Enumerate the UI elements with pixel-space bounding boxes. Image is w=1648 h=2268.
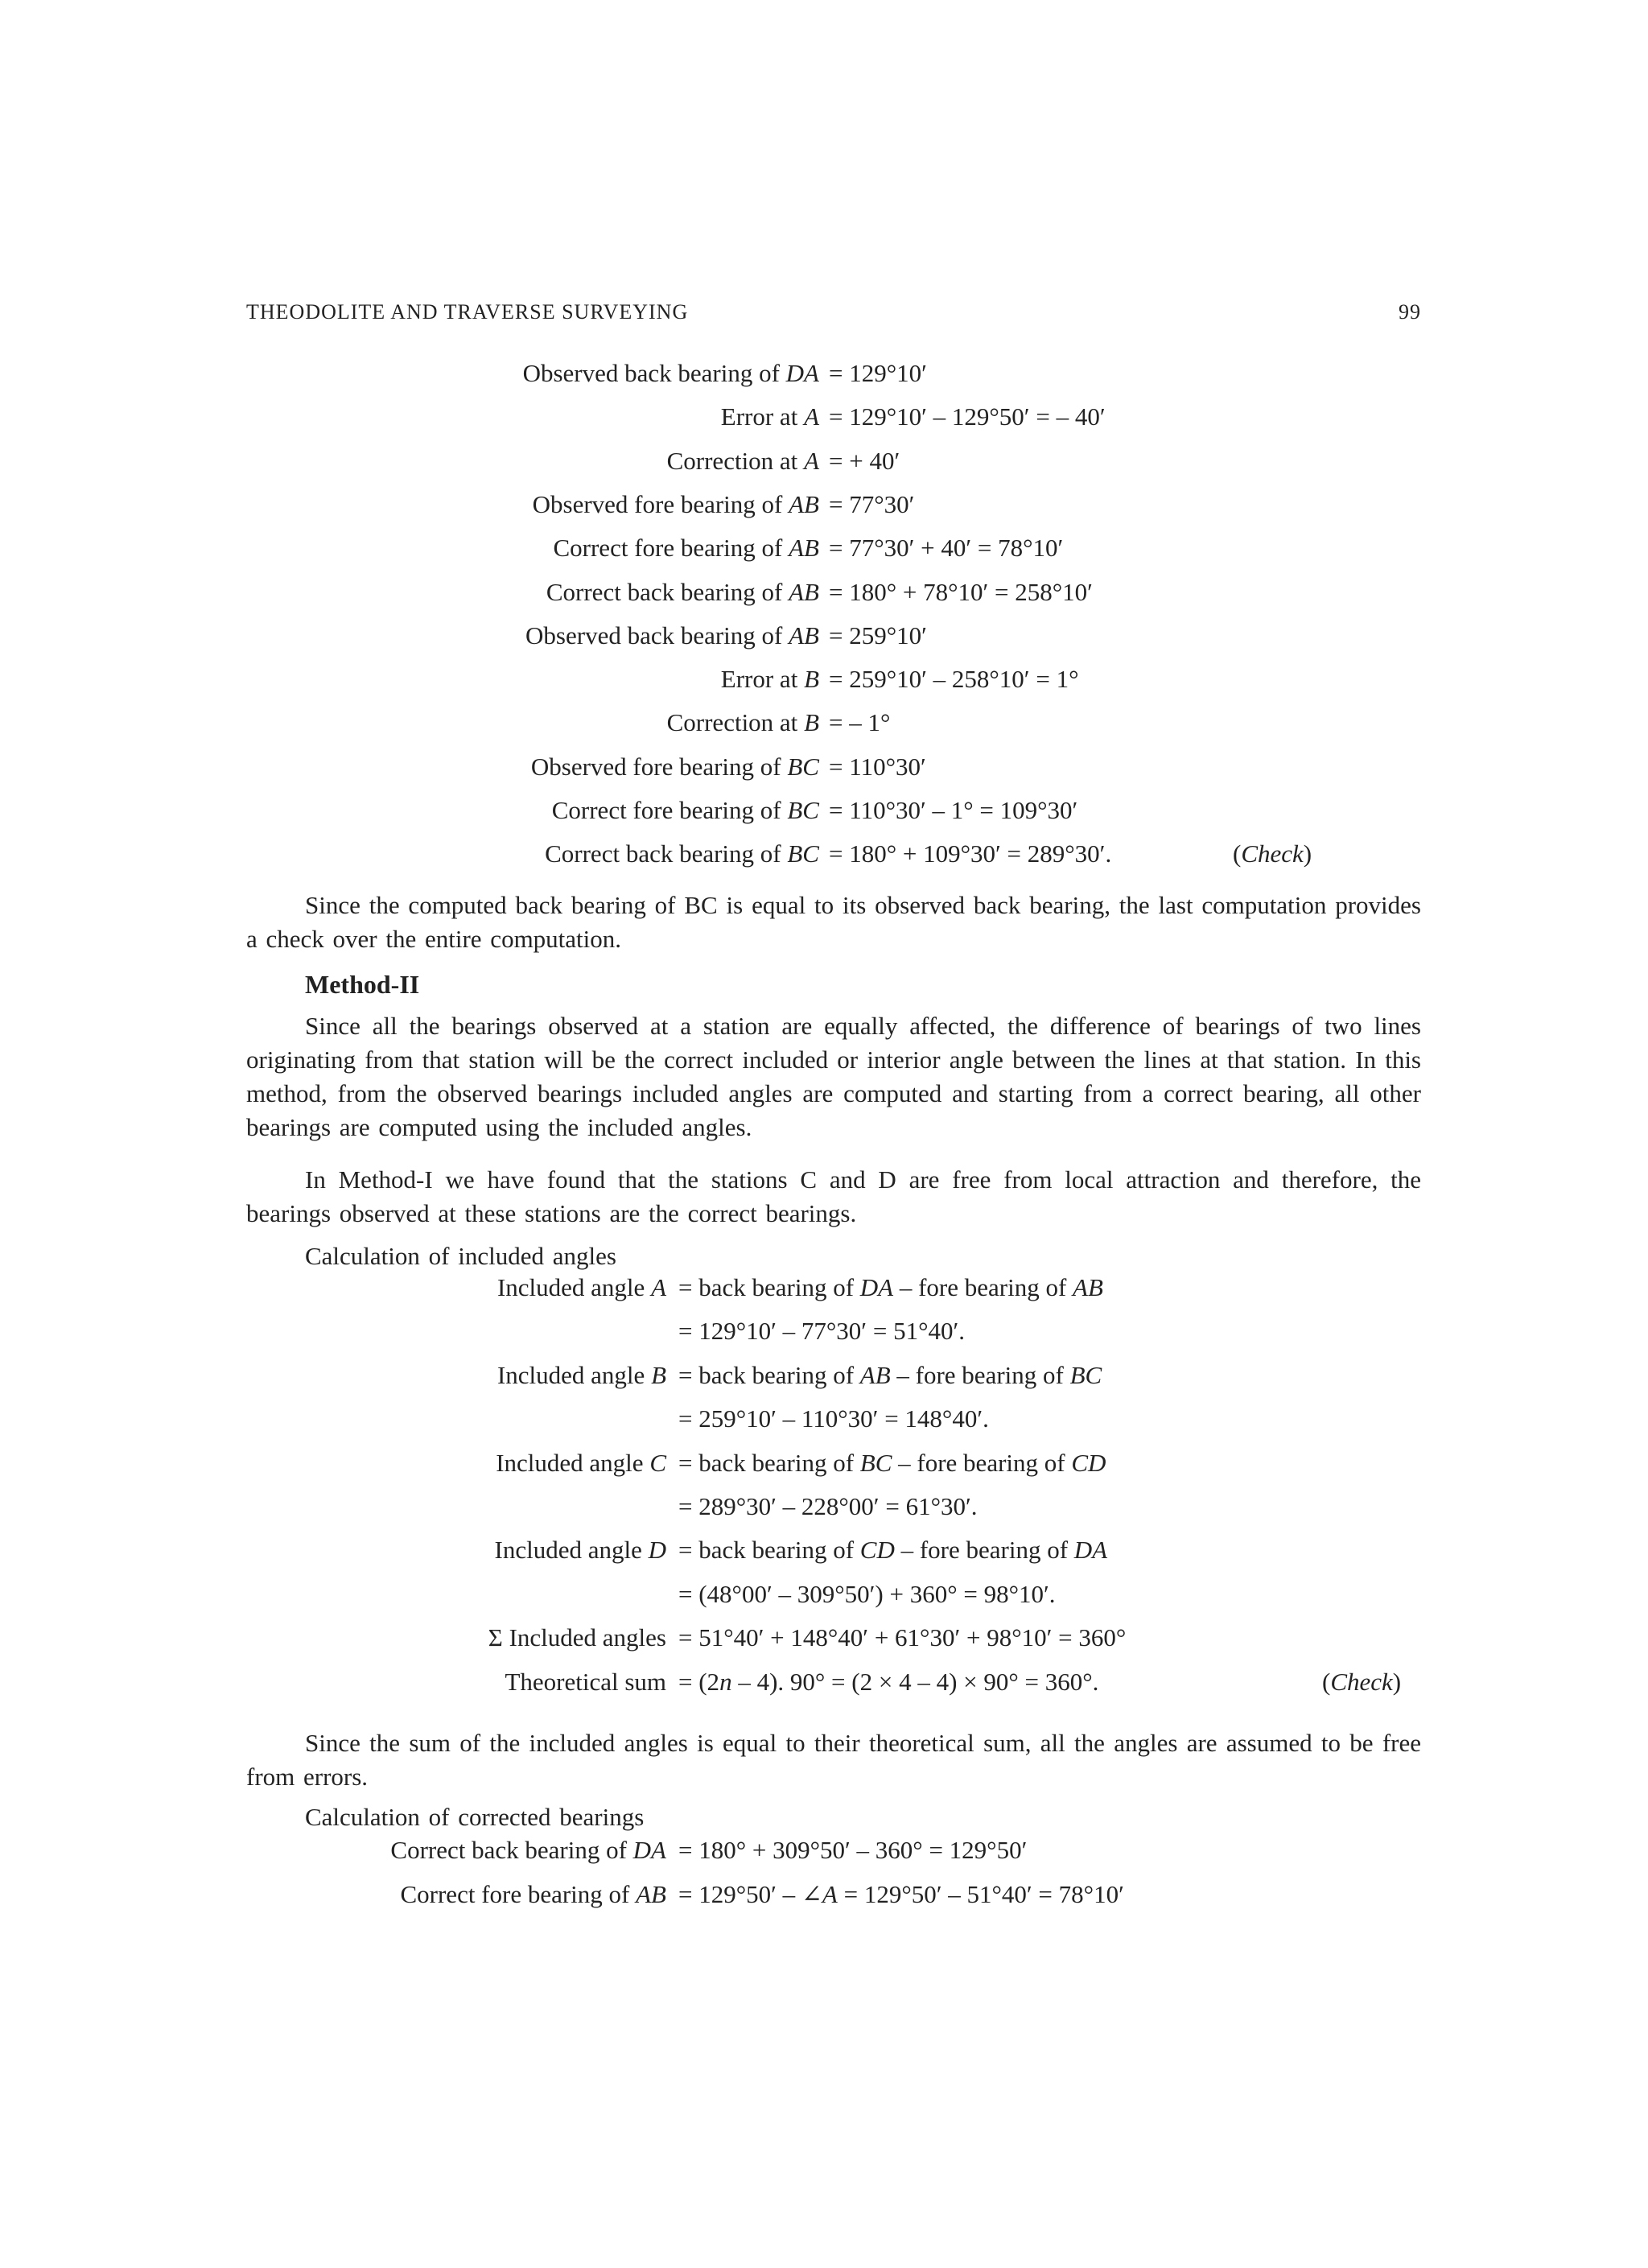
equation-rhs: = back bearing of DA – fore bearing of AB (678, 1273, 1103, 1301)
equation-symbol: C (649, 1448, 666, 1477)
check-note: (Check) (1322, 1667, 1402, 1696)
method1-row (0, 448, 1648, 484)
page-number: 99 (1399, 300, 1421, 324)
equation-label: Included angle A (496, 1273, 666, 1301)
included-row (0, 1275, 1648, 1310)
included-angles-heading: Calculation of included angles (305, 1242, 616, 1270)
equation-label: Included angle D (494, 1536, 666, 1565)
equation-label: Included angle B (496, 1360, 666, 1389)
equation-rhs: = (2n – 4). 90° = (2 × 4 – 4) × 90° = 360°. (678, 1667, 1099, 1696)
equation-symbol: B (651, 1360, 666, 1389)
equation-rhs: = 129°10′ – 77°30′ = 51°40′. (678, 1317, 966, 1346)
paragraph-theoretical-sum-text: Since the sum of the included angles is equal to their theoretical sum, all the angles are assumed to be free from errors. (246, 1729, 1421, 1791)
equation-rhs: = 51°40′ + 148°40′ + 61°30′ + 98°10′ = 360° (678, 1623, 1127, 1652)
equation-rhs: = 180° + 109°30′ = 289°30′. (829, 839, 1112, 868)
equation-rhs: = 259°10′ – 258°10′ = 1° (829, 665, 1079, 694)
equation-label: Observed fore bearing of AB (532, 489, 819, 518)
paragraph-method2-intro-text: Since all the bearings observed at a station are equally affected, the difference of bearings of two lines originating from that station will be the correct included or interior angle between the lines at that station. In this method, from the observed bearings included angles are computed and starting from a correct bearing, all other bearings are computed using the included angles. (246, 1012, 1421, 1141)
equation-symbol: AB (636, 1879, 666, 1908)
equation-label: Correct back bearing of AB (546, 577, 819, 606)
equation-label: Observed back bearing of DA (522, 359, 819, 387)
equation-symbol: A (651, 1273, 666, 1301)
equation-rhs: = back bearing of AB – fore bearing of BC (678, 1360, 1102, 1389)
equation-symbol: AB (789, 534, 819, 563)
equation-label: Observed fore bearing of BC (530, 752, 819, 781)
equation-label: Included angle C (496, 1448, 666, 1477)
equation-rhs: = 129°10′ – 129°50′ = – 40′ (829, 402, 1106, 431)
included-row (0, 1669, 1648, 1705)
equation-label: Correction at A (666, 446, 819, 475)
equation-rhs: = 110°30′ – 1° = 109°30′ (829, 796, 1078, 824)
equation-rhs: = 129°50′ – ∠A = 129°50′ – 51°40′ = 78°10′ (678, 1879, 1124, 1908)
equation-label: Correct fore bearing of BC (551, 796, 819, 824)
equation-rhs: = (48°00′ – 309°50′) + 360° = 98°10′. (678, 1579, 1056, 1608)
equation-label: Error at B (720, 665, 819, 694)
equation-rhs: = back bearing of BC – fore bearing of CD (678, 1448, 1106, 1477)
equation-rhs: = 77°30′ (829, 489, 915, 518)
method1-row (0, 489, 1648, 527)
paragraph-check-note-text: Since the computed back bearing of BC is equal to its observed back bearing, the last computation provides a check over the entire computation. (246, 891, 1421, 953)
method1-row (0, 579, 1648, 615)
paragraph-theoretical-sum (246, 1726, 1421, 1794)
equation-symbol: BC (787, 839, 819, 868)
included-row (0, 1537, 1648, 1573)
equation-label: Correct fore bearing of AB (553, 534, 819, 563)
equation-label: Correct back bearing of DA (390, 1836, 666, 1864)
equation-symbol: A (804, 402, 819, 431)
equation-label: Σ Included angles (488, 1623, 666, 1652)
equation-rhs: = 259°10′ – 110°30′ = 148°40′. (678, 1404, 989, 1433)
included-row (0, 1406, 1648, 1441)
equation-symbol: AB (789, 489, 819, 518)
equation-symbol: A (804, 446, 819, 475)
method1-row (0, 623, 1648, 658)
paragraph-check-note (246, 889, 1421, 956)
corrected-row (0, 1837, 1648, 1873)
equation-symbol: DA (785, 359, 819, 387)
equation-symbol: AB (789, 577, 819, 606)
included-row (0, 1625, 1648, 1660)
equation-rhs: = 110°30′ (829, 752, 926, 781)
equation-symbol: DA (632, 1836, 666, 1864)
equation-rhs: = + 40′ (829, 446, 900, 475)
equation-symbol: BC (787, 796, 819, 824)
equation-rhs: = 180° + 309°50′ – 360° = 129°50′ (678, 1836, 1028, 1864)
method2-heading: Method-II (305, 970, 420, 999)
paragraph-method2-intro (246, 1009, 1421, 1144)
paragraph-stations-note (246, 1163, 1421, 1231)
equation-rhs: = 77°30′ + 40′ = 78°10′ (829, 534, 1064, 563)
equation-rhs: = – 1° (829, 708, 891, 737)
equation-label: Correction at B (666, 708, 819, 737)
equation-label: Correct fore bearing of AB (400, 1879, 666, 1908)
equation-rhs: = 289°30′ – 228°00′ = 61°30′. (678, 1492, 978, 1520)
method1-row (0, 666, 1648, 702)
method1-row (0, 710, 1648, 745)
running-head (246, 302, 1421, 329)
equation-label: Error at A (720, 402, 819, 431)
method1-row (0, 361, 1648, 396)
equation-rhs: = 259°10′ (829, 621, 927, 649)
included-row (0, 1494, 1648, 1529)
method1-row (0, 535, 1648, 571)
equation-label: Theoretical sum (505, 1667, 666, 1696)
included-row (0, 1450, 1648, 1486)
running-head-title: THEODOLITE AND TRAVERSE SURVEYING (246, 300, 689, 324)
method1-row (0, 798, 1648, 833)
equation-rhs: = 180° + 78°10′ = 258°10′ (829, 577, 1093, 606)
included-row (0, 1360, 1648, 1398)
included-row (0, 1318, 1648, 1354)
corrected-row (0, 1879, 1648, 1917)
paragraph-stations-note-text: In Method-I we have found that the stations C and D are free from local attraction and therefore, the bearings observed at these stations are the correct bearings. (246, 1165, 1421, 1227)
equation-symbol: BC (787, 752, 819, 781)
check-note: (Check) (1233, 839, 1312, 868)
equation-symbol: AB (789, 621, 819, 649)
equation-rhs: = back bearing of CD – fore bearing of DA (678, 1536, 1108, 1565)
equation-label: Observed back bearing of AB (525, 621, 819, 649)
method1-row (0, 841, 1648, 876)
equation-rhs: = 129°10′ (829, 359, 927, 387)
method1-row (0, 404, 1648, 439)
method1-row (0, 754, 1648, 790)
equation-symbol: B (804, 665, 819, 694)
equation-label: Correct back bearing of BC (545, 839, 819, 868)
corrected-bearings-heading: Calculation of corrected bearings (305, 1803, 645, 1831)
equation-symbol: B (804, 708, 819, 737)
included-row (0, 1581, 1648, 1617)
equation-symbol: D (648, 1536, 666, 1565)
